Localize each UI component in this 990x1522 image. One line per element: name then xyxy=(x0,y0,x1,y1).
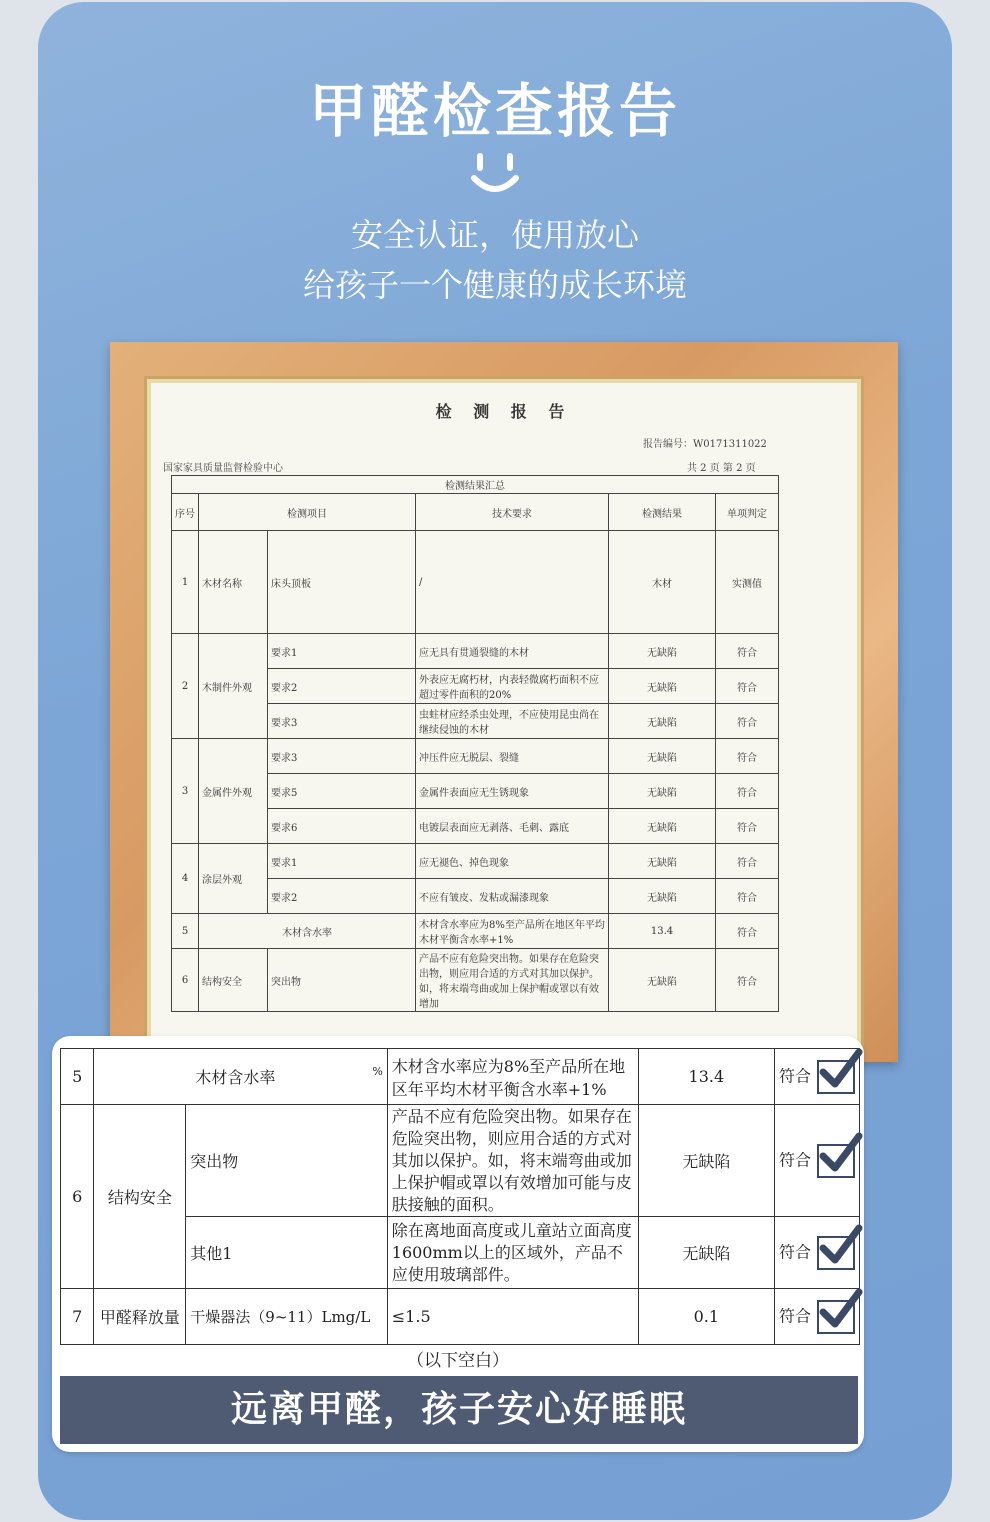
test-item: 甲醛释放量 xyxy=(94,1289,186,1345)
cell: 符合 xyxy=(716,774,779,809)
cell: 木制件外观 xyxy=(199,634,268,739)
cell: 无缺陷 xyxy=(609,844,716,879)
table-row xyxy=(172,739,779,774)
col-header: 序号 xyxy=(172,494,199,531)
smile-icon xyxy=(470,152,520,198)
cell: 符合 xyxy=(716,704,779,739)
cell: 要求3 xyxy=(268,704,416,739)
cell: 应无具有贯通裂缝的木材 xyxy=(416,634,609,669)
table-row xyxy=(172,949,779,1012)
certificate-frame xyxy=(110,342,898,1062)
certificate-title: 检 测 报 告 xyxy=(435,402,573,421)
cell: 床头顶板 xyxy=(268,531,416,634)
checkmark-icon xyxy=(817,1300,855,1334)
slogan-banner: 远离甲醛，孩子安心好睡眠 xyxy=(60,1376,858,1444)
cell: 应无褪色、掉色现象 xyxy=(416,844,609,879)
table-row xyxy=(61,1049,860,1105)
cell: 无缺陷 xyxy=(609,739,716,774)
col-header: 单项判定 xyxy=(716,494,779,531)
cell: 金属件外观 xyxy=(199,739,268,844)
col-header: 检测项目 xyxy=(199,494,416,531)
cell: 5 xyxy=(172,914,199,949)
cell: 3 xyxy=(172,739,199,844)
cell: / xyxy=(416,531,609,634)
table-row xyxy=(172,844,779,879)
cell: 无缺陷 xyxy=(609,634,716,669)
test-item-label: 木材含水率 xyxy=(195,1068,276,1087)
certificate-table xyxy=(171,475,779,1012)
subtitle-line1: 安全认证，使用放心 xyxy=(350,216,639,254)
row-number: 7 xyxy=(61,1289,94,1345)
row-number: 5 xyxy=(61,1049,94,1105)
cell: 要求6 xyxy=(268,809,416,844)
cell: 符合 xyxy=(716,739,779,774)
cell: 无缺陷 xyxy=(609,809,716,844)
cell: 无缺陷 xyxy=(609,669,716,704)
cell: 6 xyxy=(172,949,199,1012)
test-item xyxy=(94,1049,387,1105)
cell: 无缺陷 xyxy=(609,704,716,739)
page-count: 共 2 页 第 2 页 xyxy=(687,463,756,474)
cell: 虫蛀材应经杀虫处理，不应使用昆虫尚在继续侵蚀的木材 xyxy=(416,704,609,739)
cell: 产品不应有危险突出物。如果存在危险突出物，则应用合适的方式对其加以保护。如，将末端弯曲或加上保护帽或罩以有效增加 xyxy=(416,949,609,1012)
result: 无缺陷 xyxy=(638,1105,774,1217)
checkmark-icon xyxy=(817,1060,855,1094)
issuer: 国家家具质量监督检验中心 xyxy=(163,463,283,474)
cell: 木材名称 xyxy=(199,531,268,634)
requirement: 木材含水率应为8%至产品所在地区年平均木材平衡含水率+1% xyxy=(387,1049,638,1105)
cell: 要求1 xyxy=(268,844,416,879)
cell: 外表应无腐朽材，内表轻微腐朽面积不应超过零件面积的20% xyxy=(416,669,609,704)
cell: 1 xyxy=(172,531,199,634)
test-item: 结构安全 xyxy=(94,1105,186,1289)
cell: 要求3 xyxy=(268,739,416,774)
table-row xyxy=(172,531,779,634)
cell: 4 xyxy=(172,844,199,914)
cell: 符合 xyxy=(716,949,779,1012)
verdict: 符合 xyxy=(778,1066,811,1085)
blank-note: （以下空白） xyxy=(407,1351,509,1371)
cell: 符合 xyxy=(716,634,779,669)
cell: 要求2 xyxy=(268,879,416,914)
cell: 符合 xyxy=(716,809,779,844)
requirement: 除在离地面高度或儿童站立面高度1600mm以上的区域外，产品不应使用玻璃部件。 xyxy=(387,1217,638,1289)
certificate-paper xyxy=(144,376,864,1062)
sub-item: 干燥器法（9~11）Lmg/L xyxy=(186,1289,387,1345)
verdict: 符合 xyxy=(778,1306,811,1325)
cell: 无缺陷 xyxy=(609,774,716,809)
verdict-cell xyxy=(774,1289,859,1345)
cell: 电镀层表面应无剥落、毛刺、露底 xyxy=(416,809,609,844)
page-title: 甲醛检查报告 xyxy=(308,77,681,145)
result: 0.1 xyxy=(638,1289,774,1345)
cell: 要求2 xyxy=(268,669,416,704)
verdict-cell xyxy=(774,1105,859,1217)
cell: 无缺陷 xyxy=(609,949,716,1012)
cell: 无缺陷 xyxy=(609,879,716,914)
cell: 符合 xyxy=(716,844,779,879)
cell: 木材含水率 xyxy=(199,914,416,949)
sub-item: 突出物 xyxy=(186,1105,387,1217)
unit: % xyxy=(372,1065,383,1078)
verdict-cell xyxy=(774,1049,859,1105)
verdict-cell xyxy=(774,1217,859,1289)
table-row xyxy=(172,634,779,669)
cell: 13.4 xyxy=(609,914,716,949)
cell: 符合 xyxy=(716,669,779,704)
cell: 突出物 xyxy=(268,949,416,1012)
cell: 金属件表面应无生锈现象 xyxy=(416,774,609,809)
checkmark-icon xyxy=(817,1236,855,1270)
result: 13.4 xyxy=(638,1049,774,1105)
cell: 结构安全 xyxy=(199,949,268,1012)
table-row xyxy=(61,1105,860,1217)
row-number: 6 xyxy=(61,1105,94,1289)
cell: 要求1 xyxy=(268,634,416,669)
table-row xyxy=(61,1289,860,1345)
cell: 2 xyxy=(172,634,199,739)
cell: 冲压件应无脱层、裂缝 xyxy=(416,739,609,774)
cell: 涂层外观 xyxy=(199,844,268,914)
cell: 木材含水率应为8%至产品所在地区年平均木材平衡含水率+1% xyxy=(416,914,609,949)
cell: 符合 xyxy=(716,914,779,949)
verdict: 符合 xyxy=(778,1242,811,1261)
sub-item: 其他1 xyxy=(186,1217,387,1289)
cell: 要求5 xyxy=(268,774,416,809)
requirement: ≤1.5 xyxy=(387,1289,638,1345)
report-detail-panel xyxy=(52,1036,864,1452)
table-row xyxy=(172,914,779,949)
cell: 不应有皱皮、发粘或漏漆现象 xyxy=(416,879,609,914)
report-number: 报告编号：W0171311022 xyxy=(643,439,767,450)
summary-heading: 检测结果汇总 xyxy=(172,476,779,494)
subtitle-line2: 给孩子一个健康的成长环境 xyxy=(302,266,687,304)
report-table xyxy=(60,1048,860,1345)
result: 无缺陷 xyxy=(638,1217,774,1289)
requirement: 产品不应有危险突出物。如果存在危险突出物，则应用合适的方式对其加以保护。如，将末端弯曲或加上保护帽或罩以有效增加可能与皮肤接触的面积。 xyxy=(387,1105,638,1217)
cell: 实测值 xyxy=(716,531,779,634)
checkmark-icon xyxy=(817,1144,855,1178)
cell: 符合 xyxy=(716,879,779,914)
col-header: 检测结果 xyxy=(609,494,716,531)
verdict: 符合 xyxy=(778,1150,811,1169)
cell: 木材 xyxy=(609,531,716,634)
col-header: 技术要求 xyxy=(416,494,609,531)
